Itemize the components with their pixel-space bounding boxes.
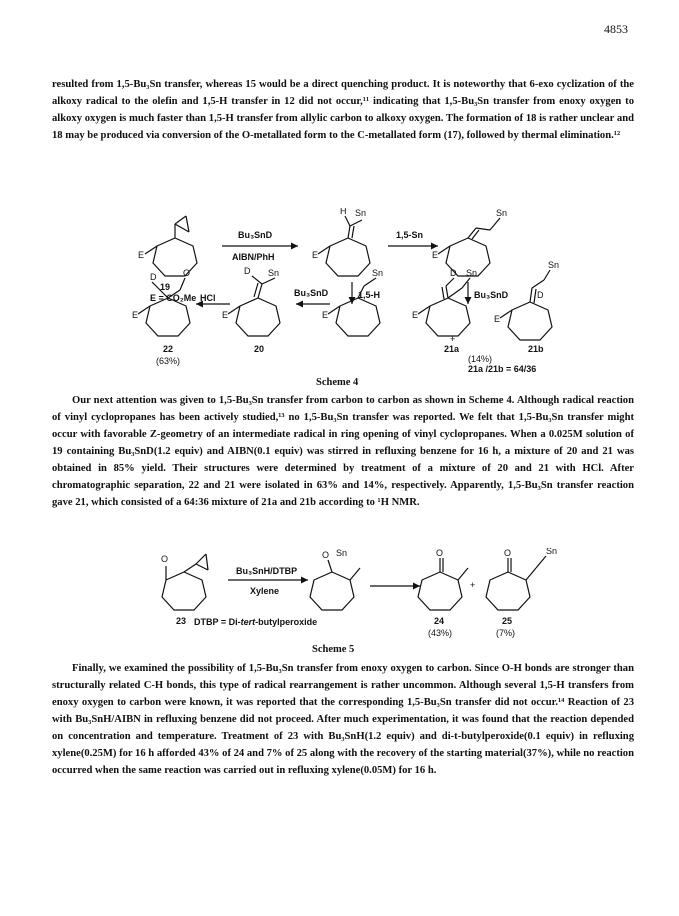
compound-19-label: 19 [160, 282, 171, 292]
sn-label-21a: Sn [466, 268, 478, 278]
e-label-20: E [222, 310, 229, 320]
label-bu3snd-right: Bu₃SnD [474, 290, 509, 300]
compound-21a-structure [418, 278, 470, 336]
dtbp-definition [194, 617, 317, 627]
compound-19-structure [145, 216, 197, 276]
radical-top-middle-structure [318, 216, 370, 276]
sn-label-mid: Sn [372, 268, 384, 278]
ratio-21a-21b: 21a /21b = 64/36 [468, 364, 537, 374]
h-label: H [340, 208, 347, 216]
sn-label-21b: Sn [548, 260, 560, 270]
d-label-21b: D [537, 290, 544, 300]
compound-21b-structure [500, 270, 552, 340]
scheme-5-title: Scheme 5 [312, 644, 355, 655]
sn-label-1: Sn [355, 208, 367, 218]
dtbp-def-tert: tert [240, 617, 256, 627]
e-label-3: E [432, 250, 439, 260]
compound-24-label: 24 [434, 616, 445, 626]
sn-label-25: Sn [546, 548, 558, 556]
e-label-21a: E [412, 310, 419, 320]
compound-23-structure [162, 554, 208, 610]
o-label-radical: O [322, 550, 330, 560]
sn-label-radical: Sn [336, 548, 348, 558]
e-label-22: E [132, 310, 139, 320]
label-hcl: HCl [200, 293, 216, 303]
yield-22: (63%) [156, 356, 181, 366]
paragraph-2-text: Our next attention was given to 1,5-Bu₃Sn transfer from carbon to carbon as shown in Scheme 4. Although radical reaction of vinyl cyclopropanes has been actively studied,¹³ no 1,5-Bu₃Sn transfer was reported. We felt that 1,5-Bu₃Sn transfer might occur with favorable Z-geometry of an intermediate radical in ring opening of vinyl cyclopropanes. When a 0.025M solution of 19 containing Bu₃SnD(1.2 equiv) and AIBN(0.1 equiv) was stirred in refluxing benzene for 16 h, a mixture of 20 and 21 was obtained in 85% yield. Their structures were determined by treatment of a mixture of 20 and 21 with HCl. After chromatographic separation, 22 and 21 were isolated in 63% and 14%, respectively. Apparently, 1,5-Bu₃Sn transfer reaction gave 21, which consisted of a 64:36 mixture of 21a and 21b according to ¹H NMR. [52, 395, 634, 508]
label-1-5-sn: 1,5-Sn [396, 230, 424, 240]
reagent-xylene: Xylene [250, 586, 280, 596]
yield-24: (43%) [428, 628, 453, 638]
compound-25-label: 25 [502, 616, 513, 626]
o-label-25: O [504, 548, 512, 558]
compound-22-label: 22 [163, 344, 174, 354]
page-number: 4853 [604, 22, 628, 36]
yield-25: (7%) [496, 628, 516, 638]
d-label-20: D [244, 266, 251, 276]
e-label-21b: E [494, 314, 501, 324]
reagent-bu3snd: Bu₃SnD [238, 230, 273, 240]
d-label-22: D [150, 272, 157, 282]
yield-21: (14%) [468, 354, 493, 364]
o-label-22: O [183, 268, 191, 278]
compound-20-label: 20 [254, 344, 265, 354]
compound-24-structure [418, 558, 468, 610]
o-label-23: O [161, 554, 169, 564]
sn-label-2: Sn [496, 208, 508, 218]
dtbp-def-rest: -butylperoxide [255, 617, 318, 627]
sn-label-20: Sn [268, 268, 280, 278]
compound-20-structure [228, 276, 280, 336]
paragraph-2 [52, 392, 634, 511]
reagent-aibn-phh: AIBN/PhH [232, 252, 275, 262]
plus-sign-5: + [470, 580, 476, 590]
radical-bottom-middle-structure [328, 278, 380, 336]
compound-23-label: 23 [176, 616, 187, 626]
paragraph-3-text: Finally, we examined the possibility of 1,5-Bu₃Sn transfer from enoxy oxygen to carbon. Since O-H bonds are stronger than structurally related C-H bonds, this type of radical rearrangement is rather uncommon. Although several 1,5-H transfers from enoxy oxygen to carbon were known, it was reported that the corresponding 1,5-Bu₃Sn transfer did not occur.¹⁴ Reaction of 23 with Bu₃SnH/AIBN in refluxing benzene did not proceed. After much experimentation, it was found that the reaction depended on concentration and temperature. Treatment of 23 with Bu₃SnH(1.2 equiv) and di-t-butylperoxide(0.1 equiv) in refluxing xylene(0.25M) for 16 h afforded 43% of 24 and 7% of 25 along with the recovery of the starting material(37%), while no reaction occurred when the same reaction was carried out in refluxing xylene(0.05M) for 16 h. [52, 663, 634, 776]
compound-21b-label: 21b [528, 344, 544, 354]
paragraph-1 [52, 76, 634, 144]
d-label-21a: D [450, 268, 457, 278]
scheme-4-graphic [0, 208, 679, 368]
dtbp-def-prefix: DTBP = Di- [194, 617, 241, 627]
e-definition: E = CO₂Me [150, 293, 197, 303]
o-label-24: O [436, 548, 444, 558]
label-bu3snd-mid: Bu₃SnD [294, 288, 329, 298]
compound-21a-label: 21a [444, 344, 460, 354]
compound-25-structure [486, 556, 546, 610]
e-label-2: E [312, 250, 319, 260]
e-label-mid: E [322, 310, 329, 320]
paragraph-1-text: resulted from 1,5-Bu₃Sn transfer, whereas 15 would be a direct quenching product. It is noteworthy that 6-exo cyclization of the alkoxy radical to the olefin and 1,5-H transfer in 12 did not occur,¹¹ indicating that 1,5-Bu₃Sn transfer from enoxy oxygen to alkoxy oxygen is much faster than 1,5-H transfer from allylic carbon to alkoxy oxygen. The formation of 18 is rather unclear and 18 may be produced via conversion of the O-metallated form to the C-metallated form (17), followed by thermal elimination.¹² [52, 79, 634, 141]
paragraph-3 [52, 660, 634, 779]
scheme-5-graphic [0, 548, 679, 640]
radical-24-precursor-structure [310, 560, 360, 610]
e-label: E [138, 250, 145, 260]
label-1-5-h: 1,5-H [358, 290, 381, 300]
reagent-bu3snh-dtbp: Bu₃SnH/DTBP [236, 566, 298, 576]
scheme-4-title: Scheme 4 [316, 377, 359, 388]
plus-sign: + [450, 334, 456, 344]
